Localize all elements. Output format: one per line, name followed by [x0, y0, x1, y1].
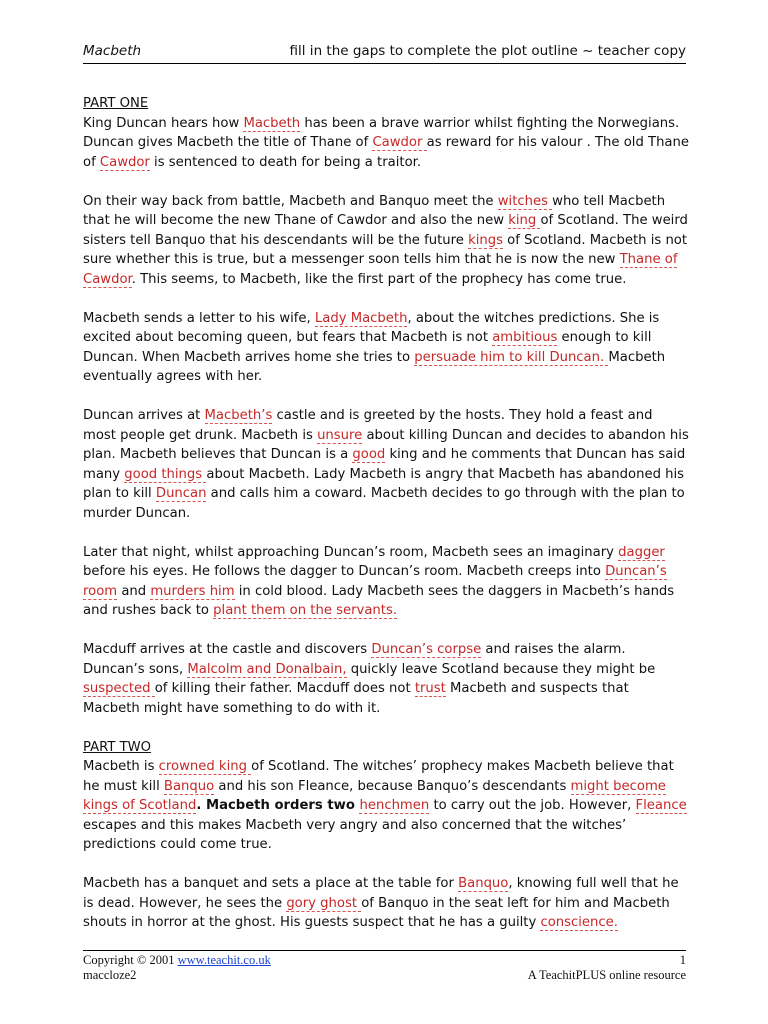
gap-answer: ambitious: [492, 330, 558, 345]
document-body: [83, 94, 689, 952]
section-heading-part-one: PART ONE: [83, 96, 149, 111]
gap-answer: unsure: [317, 427, 363, 443]
gap-answer: persuade him to kill Duncan.: [414, 349, 609, 365]
page-header: [83, 43, 686, 64]
paragraph: Macbeth is crowned king of Scotland. The witches’ prophecy makes Macbeth believe that he must kill Banquo and his son Fleance, because Banquo’s descendants might become kings of Scotland. Macbeth orders two henchmen to carry out the job. However, Fleance escapes and this makes Macbeth very angry and also concerned that the witches’ predictions could come true.: [83, 759, 687, 852]
gap-answer: crowned king: [158, 759, 252, 774]
teachit-link[interactable]: www.teachit.co.uk: [177, 953, 271, 967]
gap-answer: gory ghost: [286, 895, 362, 911]
gap-answer: witches: [497, 193, 553, 209]
gap-answer: Malcolm and Donalbain,: [187, 661, 347, 677]
gap-answer: Fleance: [635, 798, 687, 813]
paragraph: Later that night, whilst approaching Duncan’s room, Macbeth sees an imaginary dagger before his eyes. He follows the dagger to Duncan’s room. Macbeth creeps into Duncan’s room and murders him in cold blood. Lady Macbeth sees the daggers in Macbeth’s hands and rushes back to plant them on the servants.: [83, 544, 675, 618]
gap-answer: Duncan: [155, 486, 207, 501]
gap-answer: might become kings of Scotland: [83, 778, 666, 813]
paragraph: On their way back from battle, Macbeth and Banquo meet the witches who tell Macbeth that he will become the new Thane of Cawdor and also the new king of Scotland. The weird sisters tell Banquo that his descendants will be the future kings of Scotland. Macbeth is not sure whether this is true, but a messenger soon tells him that he is now the new Thane of Cawdor. This seems, to Macbeth, like the first part of the prophecy has come true.: [83, 193, 688, 287]
gap-answer: Macbeth’s: [204, 408, 273, 423]
document-code: maccloze2: [83, 968, 137, 982]
paragraph: Duncan arrives at Macbeth’s castle and is greeted by the hosts. They hold a feast and most people get drunk. Macbeth is unsure about killing Duncan and decides to abandon his plan. Macbeth believes that Duncan is a good king and he comments that Duncan has said many good things about Macbeth. Lady Macbeth is angry that Macbeth has abandoned his plan to kill Duncan and calls him a coward. Macbeth decides to go through with the plan to murder Duncan.: [83, 408, 689, 521]
copyright-notice: Copyright © 2001 www.teachit.co.uk: [83, 953, 271, 967]
gap-answer: suspected: [83, 681, 155, 696]
gap-answer: Banquo: [458, 876, 509, 891]
paragraph: King Duncan hears how Macbeth has been a brave warrior whilst fighting the Norwegians. Duncan gives Macbeth the title of Thane of Cawdor as reward for his valour . The old Thane of Cawdor is sentenced to death for being a traitor.: [83, 115, 689, 170]
gap-answer: Lady Macbeth: [314, 310, 408, 326]
gap-answer: Cawdor: [99, 154, 150, 170]
document-title: Macbeth: [83, 43, 142, 59]
gap-answer: Duncan’s corpse: [371, 642, 482, 657]
gap-answer: Banquo: [163, 778, 215, 794]
gap-answer: Thane of Cawdor: [83, 252, 678, 287]
paragraph: Macbeth sends a letter to his wife, Lady Macbeth, about the witches predictions. She is excited about becoming queen, but fears that Macbeth is not ambitious enough to kill Duncan. When Macbeth arrives home she tries to persuade him to kill Duncan. Macbeth eventually agrees with her.: [83, 310, 666, 384]
gap-answer: kings: [468, 232, 503, 248]
document-subtitle: fill in the gaps to complete the plot outline ~ teacher copy: [289, 43, 686, 59]
paragraph: Macbeth has a banquet and sets a place at the table for Banquo, knowing full well that he is dead. However, he sees the gory ghost of Banquo in the seat left for him and Macbeth shouts in horror at the ghost. His guests suspect that he has a guilty conscience.: [83, 876, 679, 930]
gap-answer: king: [508, 213, 541, 228]
gap-answer: Macbeth: [243, 115, 301, 131]
gap-answer: good: [352, 447, 386, 462]
gap-answer: Cawdor: [372, 135, 427, 150]
gap-answer: Duncan’s room: [83, 564, 667, 599]
gap-answer: murders him: [150, 583, 235, 599]
gap-answer: plant them on the servants.: [213, 603, 398, 618]
page-footer: [83, 950, 686, 982]
gap-answer: trust: [414, 681, 446, 696]
gap-answer: conscience.: [540, 915, 618, 930]
resource-label: A TeachitPLUS online resource: [527, 968, 686, 982]
section-heading-part-two: PART TWO: [83, 739, 152, 755]
page-number: 1: [679, 953, 686, 967]
paragraph: Macduff arrives at the castle and discovers Duncan’s corpse and raises the alarm. Duncan’s sons, Malcolm and Donalbain, quickly leave Scotland because they might be suspected of killing their father. Macduff does not trust Macbeth and suspects that Macbeth might have something to do with it.: [83, 642, 656, 716]
gap-answer: dagger: [618, 544, 665, 560]
gap-answer: good things: [124, 466, 207, 482]
gap-answer: henchmen: [359, 798, 430, 813]
